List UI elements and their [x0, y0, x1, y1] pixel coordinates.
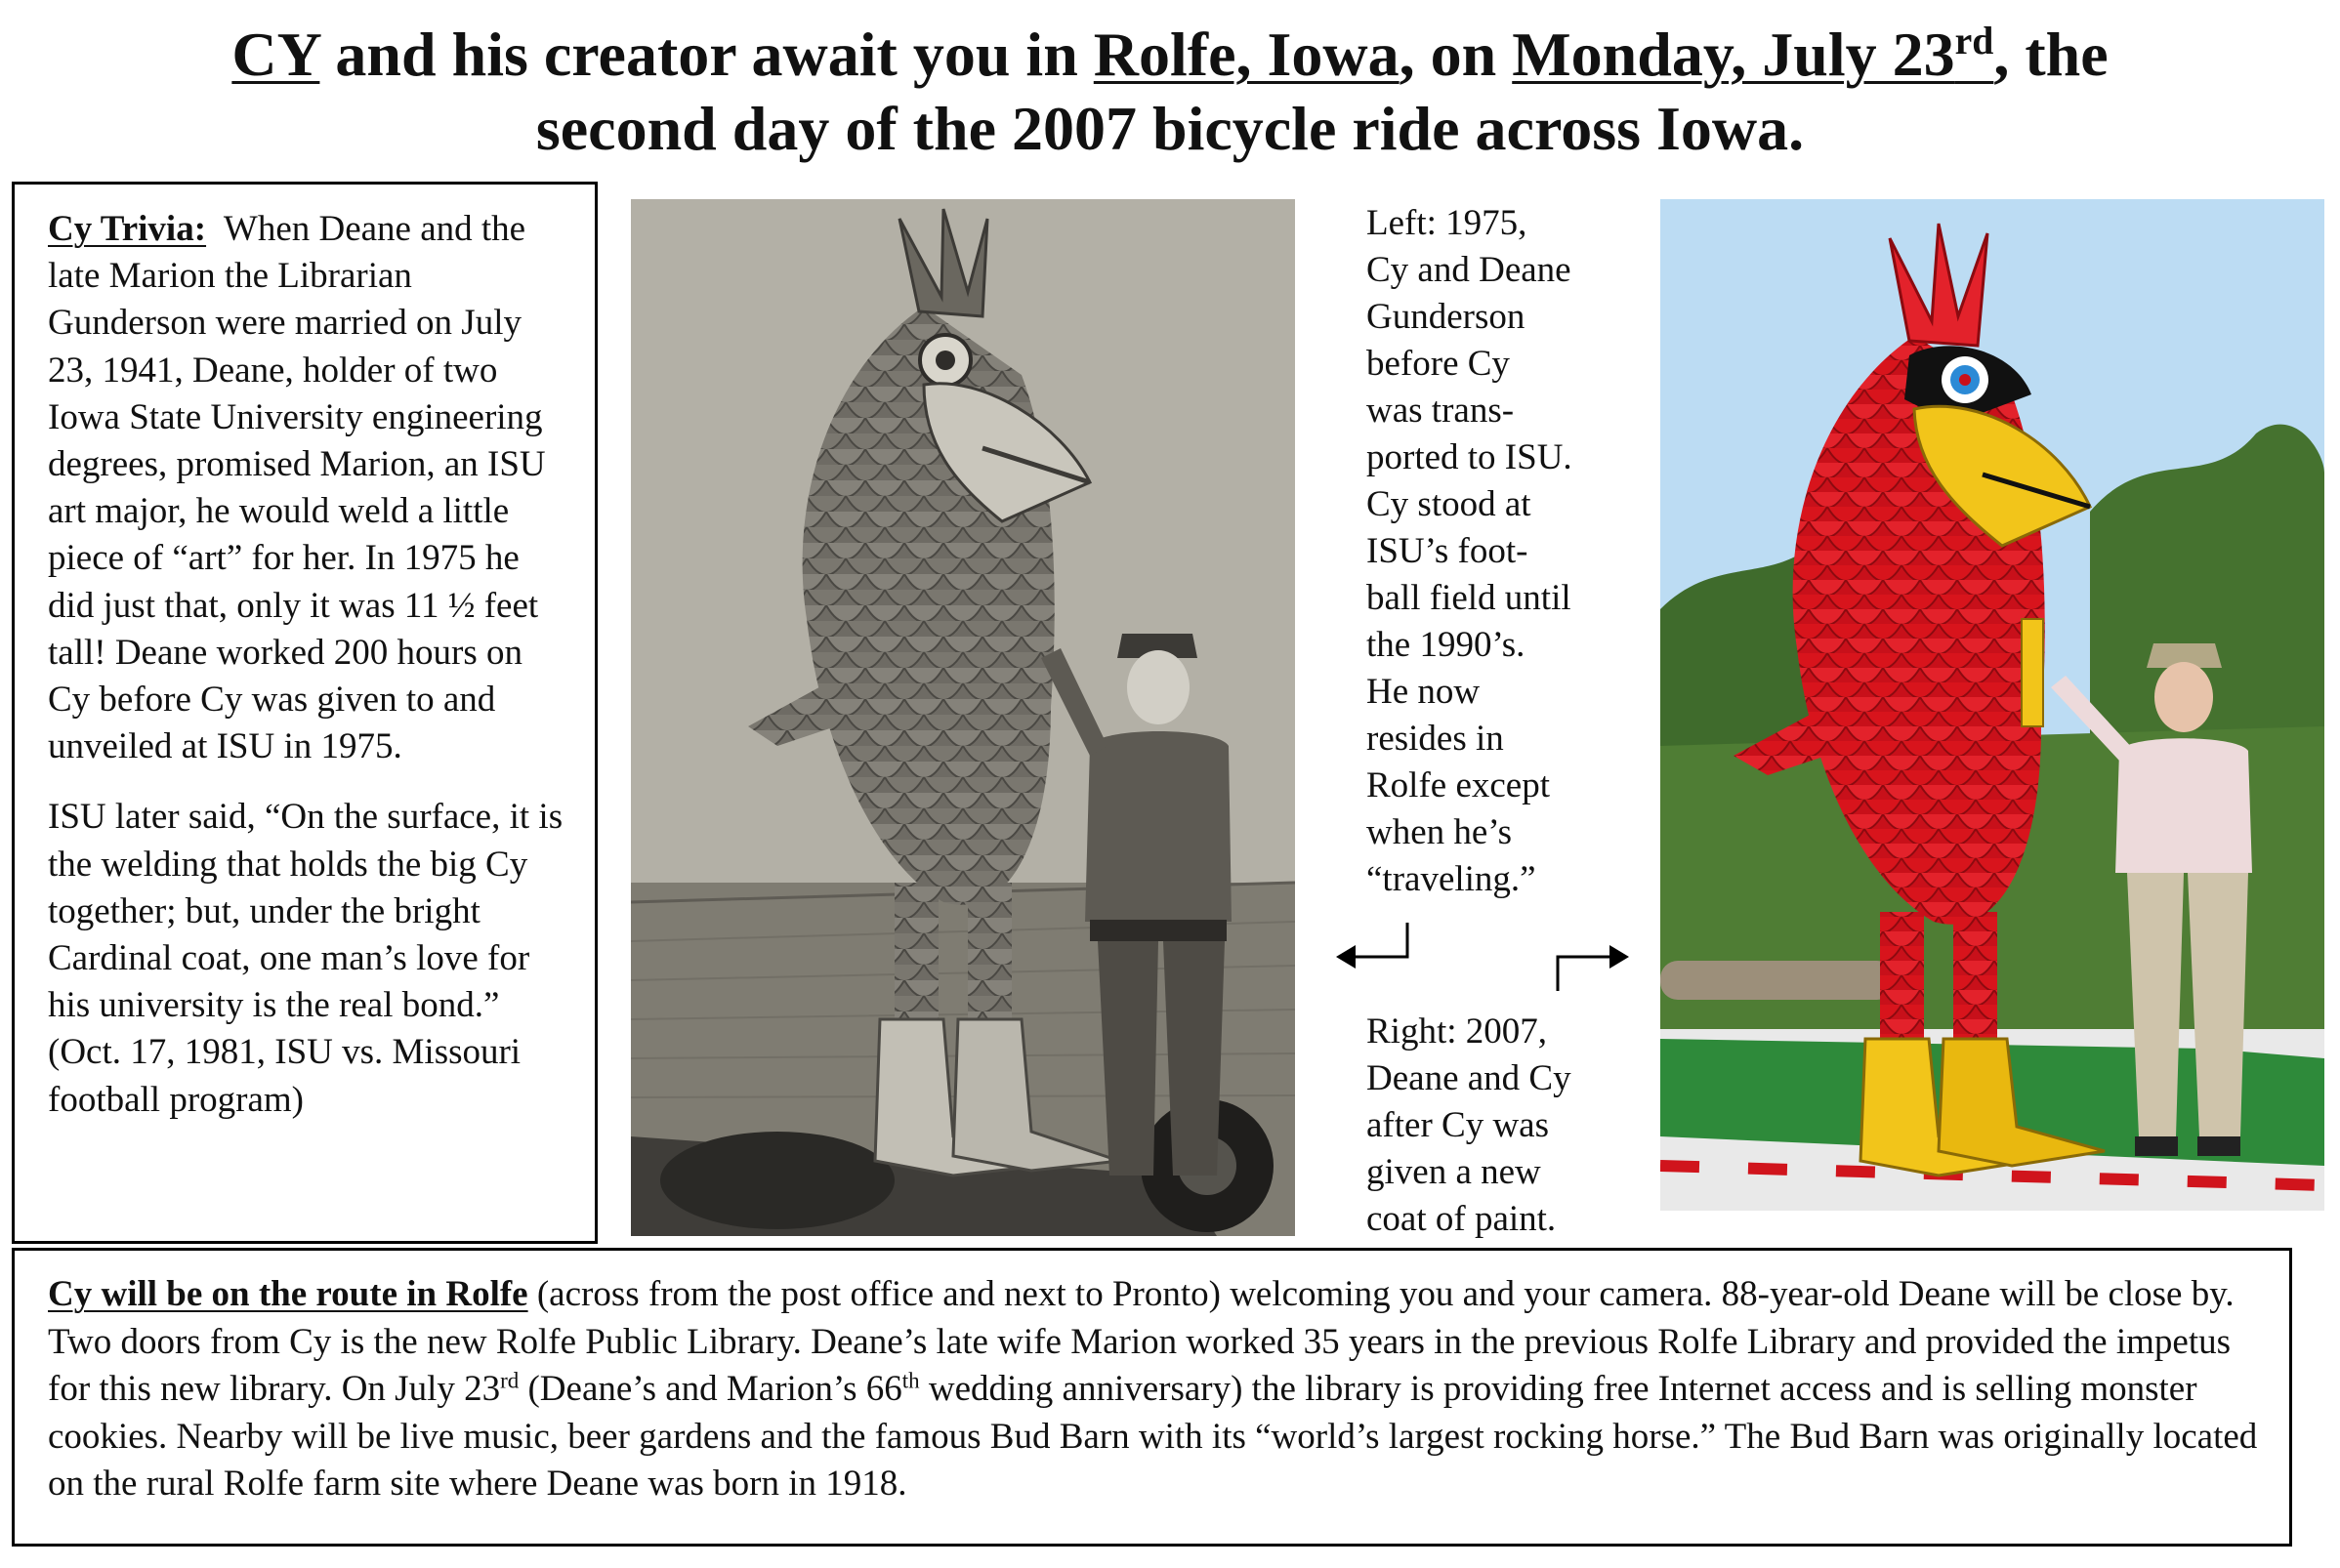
photo-2007-drawing [1660, 199, 2324, 1211]
caption-left-line: ported to ISU. [1366, 437, 1572, 477]
arrow-right-icon [1553, 937, 1631, 996]
trivia-paragraph-1 [48, 206, 571, 770]
headline-date-sup: rd [1954, 20, 1994, 63]
route-text-1: (across from the post office and next to Pronto) welcoming you and your camera. 88-year-old Deane will be close by. Two doors from Cy is the new Rolfe Public Library. Deane’s late wife Marion worked 35 years in the previous Rolfe Library and provided the impetus for this new library. On July 23 [48, 1274, 2235, 1409]
headline-place: Rolfe, Iowa [1093, 20, 1400, 89]
headline-line-2: second day of the 2007 bicycle ride across Iowa. [535, 94, 1805, 163]
caption-left-line: ISU’s foot- [1366, 531, 1528, 571]
trivia-label: Cy Trivia: [48, 209, 207, 249]
caption-left-line: He now [1366, 672, 1481, 712]
caption-right-line: Right: 2007, [1366, 1011, 1548, 1052]
caption-right-line: Deane and Cy [1366, 1058, 1571, 1098]
arrow-left-icon [1334, 918, 1412, 976]
caption-right-line: given a new [1366, 1152, 1541, 1192]
caption-right [1366, 1009, 1630, 1243]
caption-left-line: ball field until [1366, 578, 1571, 618]
route-box [12, 1248, 2292, 1547]
caption-left-line: “traveling.” [1366, 859, 1536, 899]
caption-left [1366, 200, 1630, 903]
route-sup-1: rd [500, 1368, 520, 1393]
caption-left-line: Cy stood at [1366, 484, 1531, 524]
photo-1975-drawing [631, 199, 1295, 1236]
caption-right-line: after Cy was [1366, 1105, 1549, 1145]
trivia-paragraph-2: ISU later said, “On the surface, it is the welding that holds the big Cy together; but, under the bright Cardinal coat, one man’s love for his university is the real bond.” (Oct. 17, 1981, ISU vs. Missouri football program) [48, 797, 564, 1120]
photo-1975-cy-statue [631, 199, 1295, 1236]
trivia-text-1: When Deane and the late Marion the Librarian Gunderson were married on July 23, 1941, Deane, holder of two Iowa State University engineering degrees, promised Marion, an ISU art major, he would weld a little piece of “art” for her. In 1975 he did just that, only it was 11 ½ feet tall! Deane worked 200 hours on Cy before Cy was given to and unveiled at ISU in 1975. [48, 209, 546, 767]
headline-text-2: , on [1399, 20, 1513, 89]
headline-cy: CY [231, 20, 320, 89]
caption-left-line: Rolfe except [1366, 765, 1550, 805]
caption-left-line: resides in [1366, 719, 1504, 759]
route-sup-2: th [901, 1368, 920, 1393]
headline-date-text: Monday, July 23 [1512, 20, 1955, 89]
trivia-box [12, 182, 598, 1244]
headline-line-1 [59, 18, 2281, 92]
caption-right-line: coat of paint. [1366, 1199, 1557, 1239]
route-lead: Cy will be on the route in Rolfe [48, 1274, 528, 1314]
route-text-2: (Deane’s and Marion’s 66 [519, 1369, 902, 1409]
caption-left-line: Left: 1975, [1366, 203, 1527, 243]
caption-left-line: was trans- [1366, 391, 1515, 431]
route-text-3: wedding anniversary) the library is providing free Internet access and is selling monster cookies. Nearby will be live music, beer gardens and the famous Bud Barn with its “world’s largest rocking horse.” The Bud Barn was originally located on the rural Rolfe farm site where Deane was born in 1918. [48, 1369, 2258, 1504]
caption-left-line: Cy and Deane [1366, 250, 1571, 290]
headline [59, 18, 2281, 166]
photo-2007-cy-statue [1660, 199, 2324, 1211]
caption-left-line: Gunderson [1366, 297, 1525, 337]
caption-left-line: the 1990’s. [1366, 625, 1525, 665]
headline-text-1: and his creator await you in [319, 20, 1094, 89]
headline-text-3: , the [1993, 20, 2109, 89]
caption-left-line: when he’s [1366, 812, 1512, 852]
headline-date [1512, 20, 1993, 89]
caption-left-line: before Cy [1366, 344, 1510, 384]
